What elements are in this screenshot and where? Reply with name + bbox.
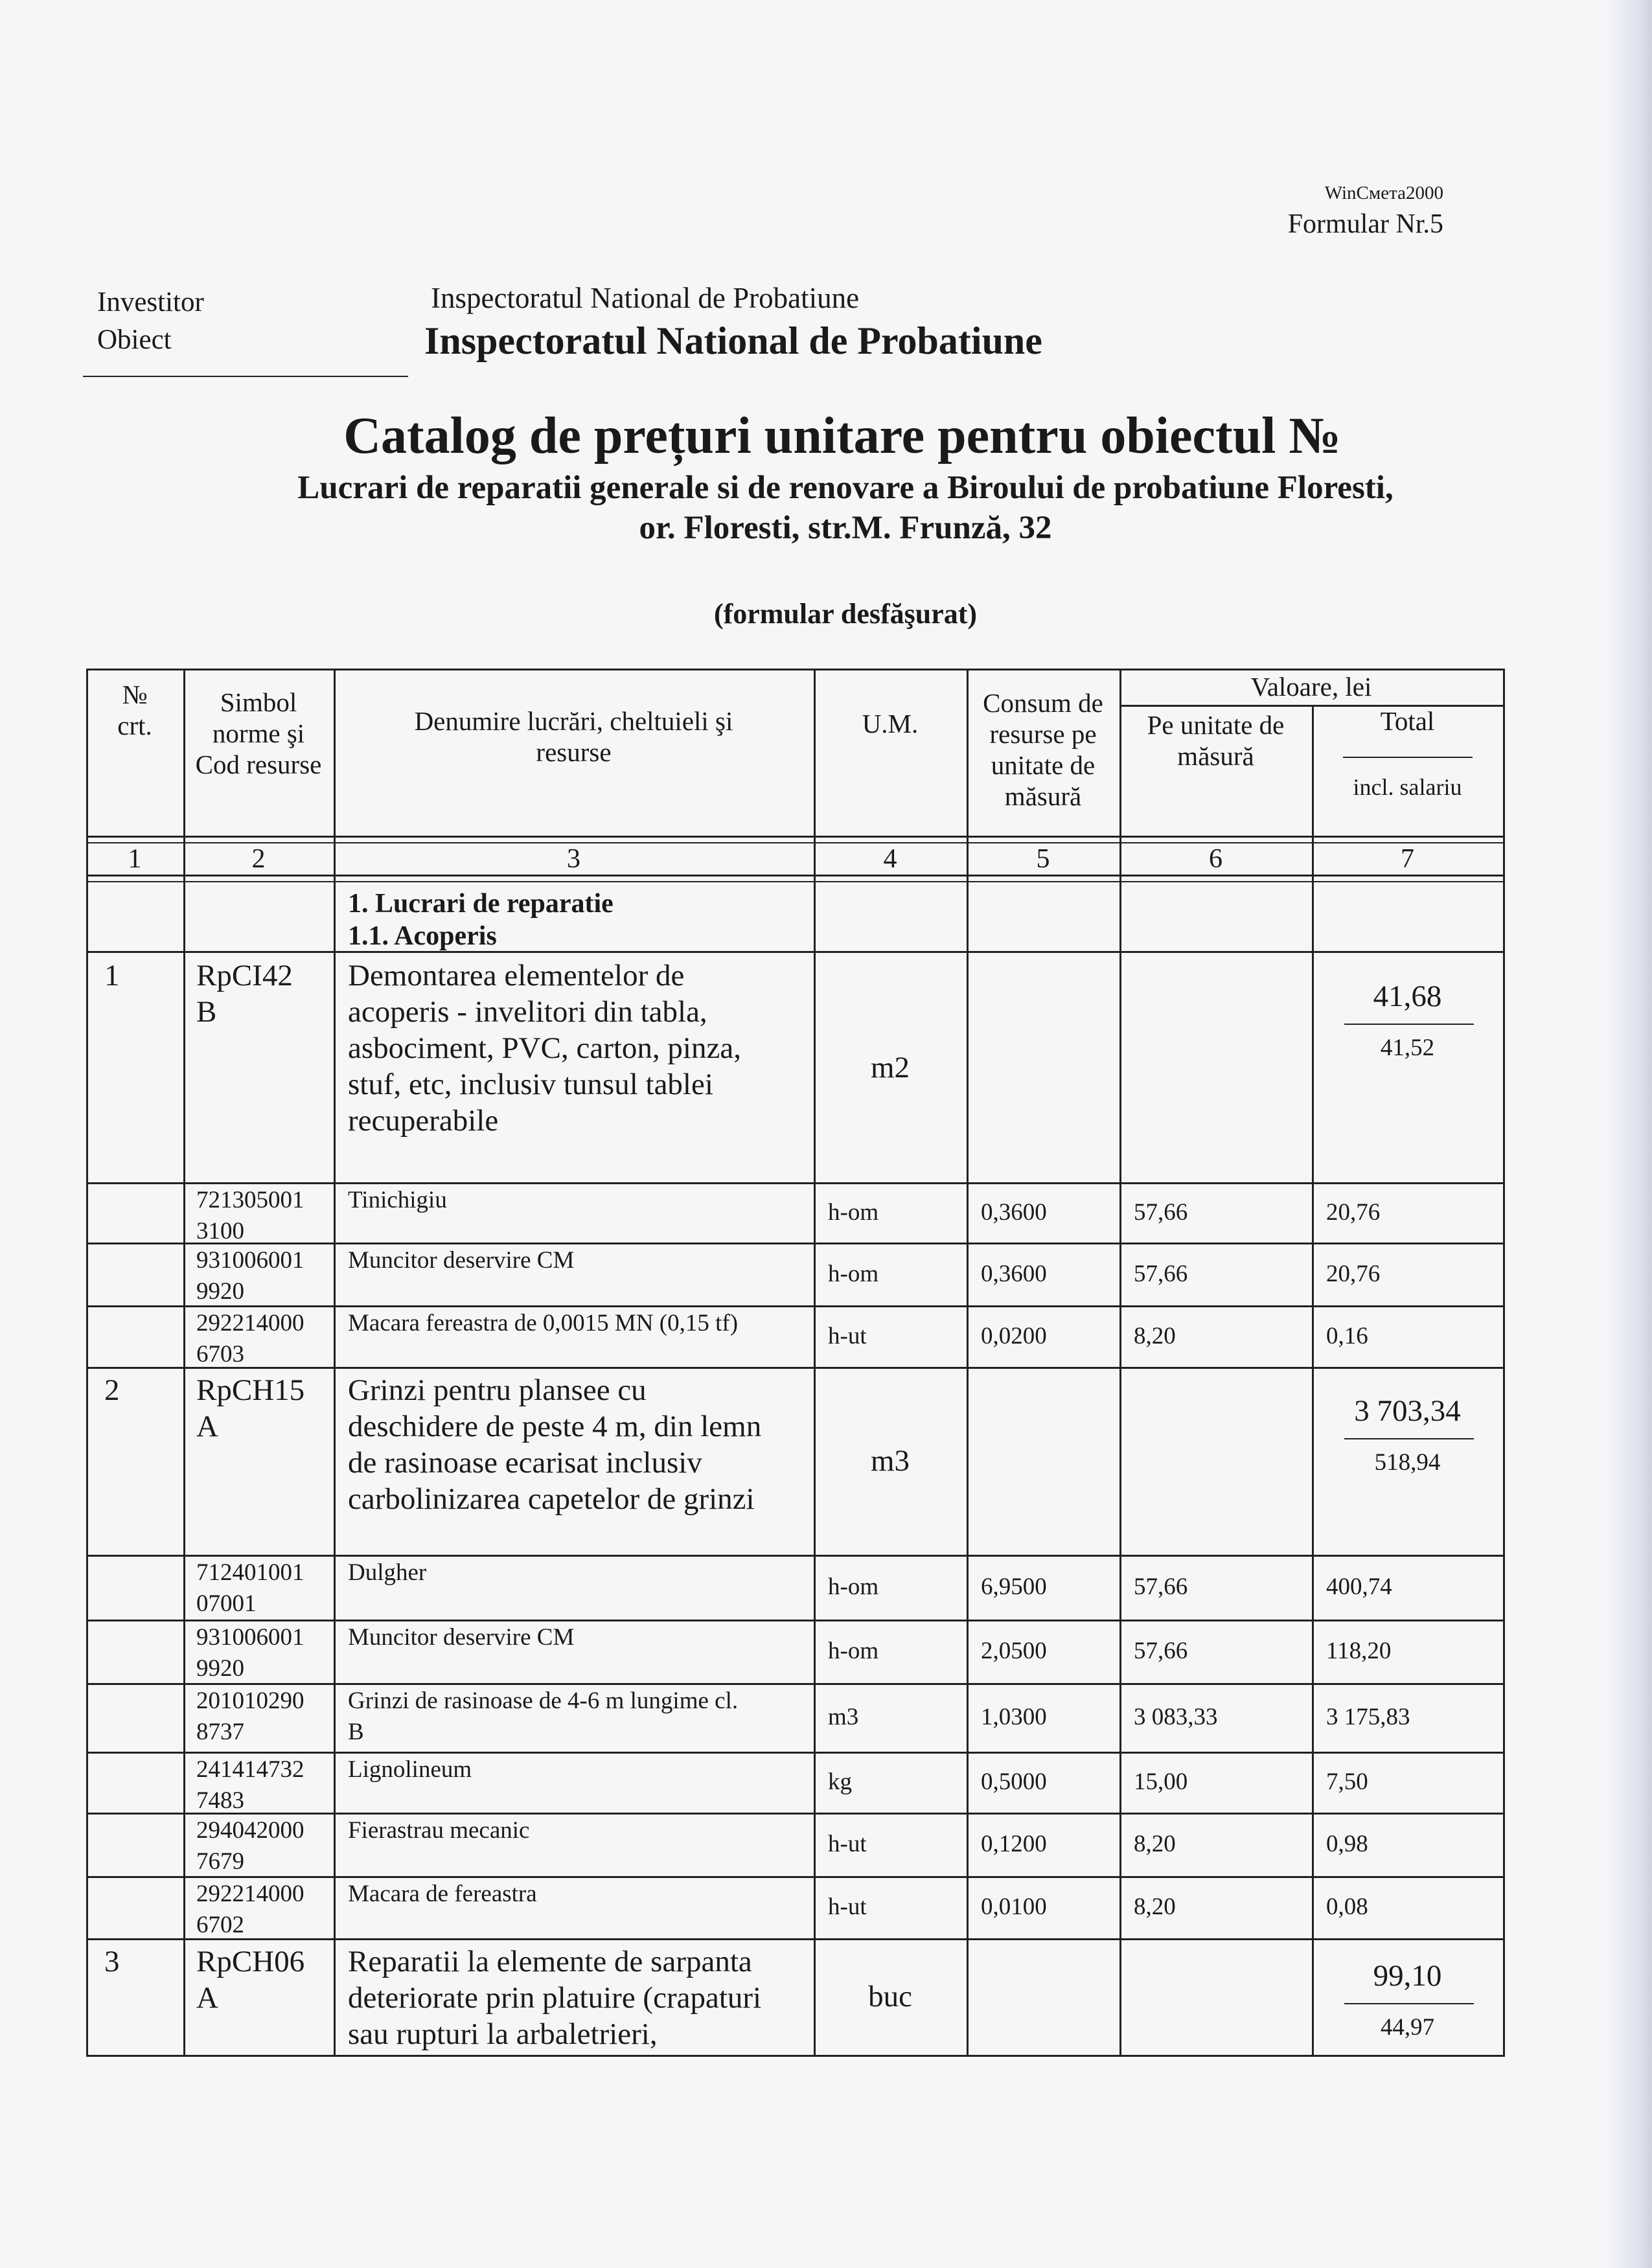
row-salary: 518,94 <box>1374 1449 1441 1476</box>
investor-label: Investitor <box>97 287 204 317</box>
resource-um: kg <box>828 1769 852 1795</box>
header-simbol: Simbol norme şi Cod resurse <box>195 687 322 779</box>
resource-name: Muncitor deservire CM <box>348 1247 575 1274</box>
resource-name: Macara fereastra de 0,0015 MN (0,15 tf) <box>348 1310 739 1336</box>
form-number: Formular Nr.5 <box>1287 209 1443 239</box>
row-salary: 41,52 <box>1380 1035 1435 1061</box>
row-salary: 44,97 <box>1380 2014 1435 2041</box>
header-valoare: Valoare, lei <box>1250 672 1372 702</box>
table-column-line <box>814 669 816 2055</box>
row-um: buc <box>868 1980 912 2013</box>
resource-code: 241414732 7483 <box>196 1756 304 1813</box>
resource-unit-price: 8,20 <box>1134 1894 1176 1920</box>
document-subtitle-line1: Lucrari de reparatii generale si de renovare a Biroului de probatiune Floresti, <box>297 470 1394 506</box>
column-number: 3 <box>567 844 580 874</box>
header-pe-unitate: Pe unitate de măsură <box>1147 710 1285 771</box>
row-total: 99,10 <box>1373 1959 1442 1993</box>
subsection-title: 1.1. Acoperis <box>348 921 497 951</box>
row-total: 41,68 <box>1373 979 1442 1013</box>
resource-consum: 0,0100 <box>981 1894 1047 1920</box>
column-number: 7 <box>1401 844 1414 874</box>
resource-consum: 0,5000 <box>981 1769 1047 1795</box>
resource-consum: 0,0200 <box>981 1322 1047 1349</box>
table-column-line <box>1119 669 1121 2055</box>
total-salary-divider <box>1344 1438 1474 1439</box>
total-salary-divider <box>1344 1024 1474 1025</box>
resource-um: h-ut <box>828 1322 867 1349</box>
object-value: Inspectoratul National de Probatiune <box>424 319 1042 362</box>
row-total: 3 703,34 <box>1354 1394 1461 1428</box>
resource-total: 118,20 <box>1326 1638 1392 1664</box>
resource-consum: 6,9500 <box>981 1574 1047 1600</box>
resource-name: Lignolineum <box>348 1756 472 1783</box>
resource-unit-price: 8,20 <box>1134 1831 1176 1857</box>
page-edge-shadow <box>1607 0 1652 2268</box>
resource-total: 0,08 <box>1326 1894 1368 1920</box>
resource-um: h-om <box>828 1574 879 1600</box>
resource-name: Dulgher <box>348 1559 427 1586</box>
table-column-line <box>183 669 185 2055</box>
resource-total: 20,76 <box>1326 1198 1381 1226</box>
column-number: 4 <box>883 844 897 874</box>
row-rule <box>86 2055 1505 2057</box>
investor-value: Inspectoratul National de Probatiune <box>431 282 860 314</box>
row-rule <box>86 1367 1505 1369</box>
resource-total: 7,50 <box>1326 1769 1368 1795</box>
resource-code: 292214000 6702 <box>196 1881 304 1938</box>
row-rule <box>86 1938 1505 1940</box>
resource-name: Tinichigiu <box>348 1187 447 1213</box>
row-um: m2 <box>870 1050 910 1084</box>
resource-code: 931006001 9920 <box>196 1624 304 1682</box>
section-title: 1. Lucrari de reparatie <box>348 889 614 919</box>
table-column-line <box>86 669 88 2055</box>
resource-code: 292214000 6703 <box>196 1310 304 1367</box>
form-type: (formular desfăşurat) <box>713 598 978 630</box>
resource-code: 294042000 7679 <box>196 1817 304 1875</box>
resource-unit-price: 57,66 <box>1134 1260 1188 1287</box>
table-column-line <box>967 669 969 2055</box>
column-number: 5 <box>1036 844 1050 874</box>
column-number: 6 <box>1209 844 1222 874</box>
resource-um: h-om <box>828 1638 879 1664</box>
row-number: 3 <box>104 1945 120 1978</box>
total-salary-divider <box>1343 757 1473 758</box>
resource-unit-price: 8,20 <box>1134 1322 1176 1349</box>
document-title: Catalog de prețuri unitare pentru obiectul № <box>343 407 1341 464</box>
table-column-line <box>1312 705 1314 2055</box>
header-nr-crt: № crt. <box>117 680 152 740</box>
resource-um: h-om <box>828 1260 879 1287</box>
row-name: Grinzi pentru plansee cu deschidere de peste 4 m, din lemn de rasinoase ecarisat inclusiv carbolinizarea capetelor de grinzi <box>348 1373 762 1516</box>
resource-consum: 2,0500 <box>981 1638 1047 1664</box>
header-total: Total <box>1380 706 1435 736</box>
resource-unit-price: 57,66 <box>1134 1198 1188 1226</box>
row-name: Demontarea elementelor de acoperis - invelitori din tabla, asbociment, PVC, carton, pinza, stuf, etc, inclusiv tunsul tablei recuperabile <box>348 959 741 1138</box>
resource-code: 931006001 9920 <box>196 1247 304 1305</box>
resource-um: h-om <box>828 1198 879 1226</box>
column-number-rule-double <box>86 881 1505 882</box>
resource-consum: 0,3600 <box>981 1198 1047 1226</box>
total-salary-divider <box>1344 2003 1474 2004</box>
row-rule <box>86 951 1505 953</box>
column-number: 2 <box>251 844 266 874</box>
resource-name: Fierastrau mecanic <box>348 1817 530 1844</box>
resource-unit-price: 3 083,33 <box>1134 1704 1218 1730</box>
row-number: 1 <box>104 959 120 992</box>
document-subtitle-line2: or. Floresti, str.M. Frunză, 32 <box>639 510 1052 546</box>
header-incl-salariu: incl. salariu <box>1353 774 1462 800</box>
resource-name: Grinzi de rasinoase de 4-6 m lungime cl. B <box>348 1688 739 1745</box>
resource-consum: 1,0300 <box>981 1704 1047 1730</box>
resource-consum: 0,1200 <box>981 1831 1047 1857</box>
resource-name: Macara de fereastra <box>348 1881 537 1907</box>
row-code: RpCH06 A <box>196 1945 305 2015</box>
header-bottom-rule <box>86 836 1505 838</box>
row-code: RpCI42 B <box>196 959 293 1029</box>
header-denumire: Denumire lucrări, cheltuieli şi resurse <box>414 706 733 767</box>
row-name: Reparatii la elemente de sarpanta deteriorate prin platuire (crapaturi sau rupturi la arbaletrieri, <box>348 1945 762 2051</box>
resource-total: 3 175,83 <box>1326 1704 1410 1730</box>
column-number-rule <box>86 875 1505 876</box>
row-um: m3 <box>870 1444 910 1478</box>
table-column-line <box>1503 669 1505 2055</box>
column-number: 1 <box>128 844 142 874</box>
row-code: RpCH15 A <box>196 1373 305 1443</box>
resource-code: 721305001 3100 <box>196 1187 304 1243</box>
header-divider <box>83 376 408 377</box>
resource-um: h-ut <box>828 1831 867 1857</box>
resource-total: 0,98 <box>1326 1831 1368 1857</box>
resource-name: Muncitor deservire CM <box>348 1624 575 1651</box>
resource-unit-price: 57,66 <box>1134 1638 1188 1664</box>
header-consum: Consum de resurse pe unitate de măsură <box>983 688 1103 811</box>
resource-um: m3 <box>828 1704 859 1730</box>
resource-total: 20,76 <box>1326 1260 1381 1287</box>
resource-total: 0,16 <box>1326 1322 1368 1349</box>
resource-total: 400,74 <box>1326 1574 1392 1600</box>
header-um: U.M. <box>862 709 919 739</box>
resource-code: 201010290 8737 <box>196 1688 304 1745</box>
table-column-line <box>334 669 336 2055</box>
resource-unit-price: 15,00 <box>1134 1769 1188 1795</box>
object-label: Obiect <box>97 325 172 355</box>
row-number: 2 <box>104 1373 120 1407</box>
resource-unit-price: 57,66 <box>1134 1574 1188 1600</box>
resource-um: h-ut <box>828 1894 867 1920</box>
resource-consum: 0,3600 <box>981 1260 1047 1287</box>
resource-code: 712401001 07001 <box>196 1559 304 1617</box>
software-name: WinСмета2000 <box>1324 183 1443 203</box>
